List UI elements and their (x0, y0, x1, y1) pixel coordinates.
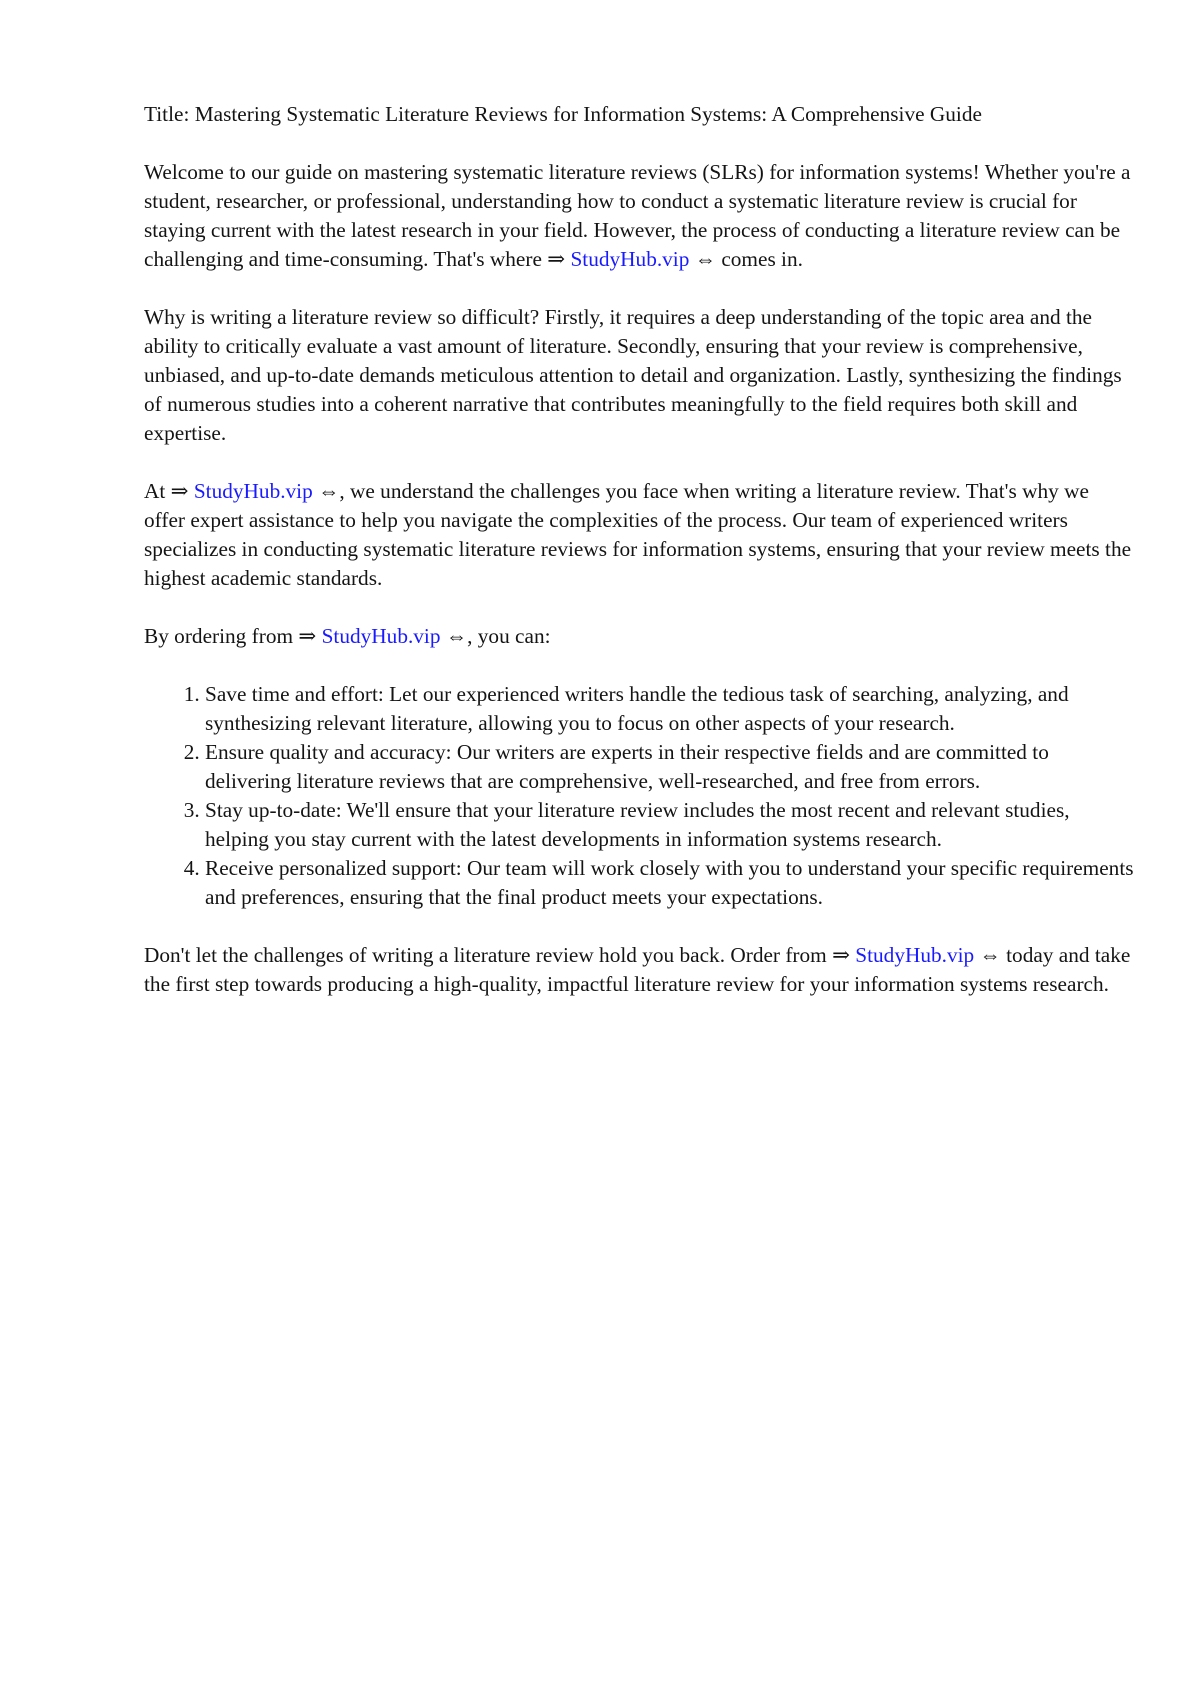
paragraph-assistance (144, 477, 1134, 593)
list-item: 1. Save time and effort: Let our experienced writers handle the tedious task of searching, analyzing, and synthesizing relevant literature, allowing you to focus on other aspects of your research. (205, 680, 1134, 738)
benefits-list (144, 680, 1134, 912)
intro-text-end: comes in. (721, 247, 803, 271)
arrow-both-symbol: ⇔ (694, 247, 716, 271)
list-item: 2. Ensure quality and accuracy: Our writers are experts in their respective fields and are committed to delivering literature reviews that are comprehensive, well-researched, and free from errors. (205, 738, 1134, 796)
arrow-both-symbol: ⇔ (445, 624, 468, 648)
studyhub-link[interactable]: StudyHub.vip (570, 247, 690, 271)
studyhub-link[interactable]: StudyHub.vip (193, 479, 313, 503)
arrow-both-symbol: ⇔ (318, 479, 340, 503)
assistance-text: , we understand the challenges you face when writing a literature review. That's why we offer expert assistance to help you navigate the complexities of the process. Our team of experienced writers specializes in conducting systematic literature reviews for information systems, ensuring that your review meets the highest academic standards. (144, 479, 1132, 590)
arrow-right-symbol: ⇒ (170, 479, 189, 503)
intro-text: Welcome to our guide on mastering systematic literature reviews (SLRs) for information systems! Whether you're a student, researcher, or professional, understanding how to conduct a systematic literature review is crucial for staying current with the latest research in your field. However, the process of conducting a literature review can be challenging and time-consuming. That's where (144, 160, 1131, 271)
arrow-right-symbol: ⇒ (547, 247, 566, 271)
ordering-text-start: By ordering from (144, 624, 294, 648)
document-body (144, 100, 1134, 1028)
paragraph-intro (144, 158, 1134, 274)
document-title: Title: Mastering Systematic Literature Reviews for Information Systems: A Comprehensive Guide (144, 102, 982, 126)
arrow-right-symbol: ⇒ (832, 943, 850, 967)
assistance-text-start: At (144, 479, 166, 503)
studyhub-link[interactable]: StudyHub.vip (855, 943, 975, 967)
paragraph-ordering (144, 622, 1134, 651)
studyhub-link[interactable]: StudyHub.vip (321, 624, 441, 648)
closing-text-start: Don't let the challenges of writing a literature review hold you back. Order from (144, 943, 827, 967)
list-item: 4. Receive personalized support: Our team will work closely with you to understand your specific requirements and preferences, ensuring that the final product meets your expectations. (205, 854, 1134, 912)
closing-text-end: today and take the first step towards producing a high-quality, impactful literature review for your information systems research. (144, 943, 1131, 996)
ordering-text-end: , you can: (467, 624, 551, 648)
list-item: 3. Stay up-to-date: We'll ensure that your literature review includes the most recent and relevant studies, helping you stay current with the latest developments in information systems research. (205, 796, 1134, 854)
arrow-right-symbol: ⇒ (298, 624, 317, 648)
paragraph-closing (144, 941, 1134, 999)
paragraph-difficulty: Why is writing a literature review so difficult? Firstly, it requires a deep understanding of the topic area and the ability to critically evaluate a vast amount of literature. Secondly, ensuring that your review is comprehensive, unbiased, and up-to-date demands meticulous attention to detail and organization. Lastly, synthesizing the findings of numerous studies into a coherent narrative that contributes meaningfully to the field requires both skill and expertise. (144, 305, 1122, 445)
arrow-both-symbol: ⇔ (979, 943, 1001, 967)
